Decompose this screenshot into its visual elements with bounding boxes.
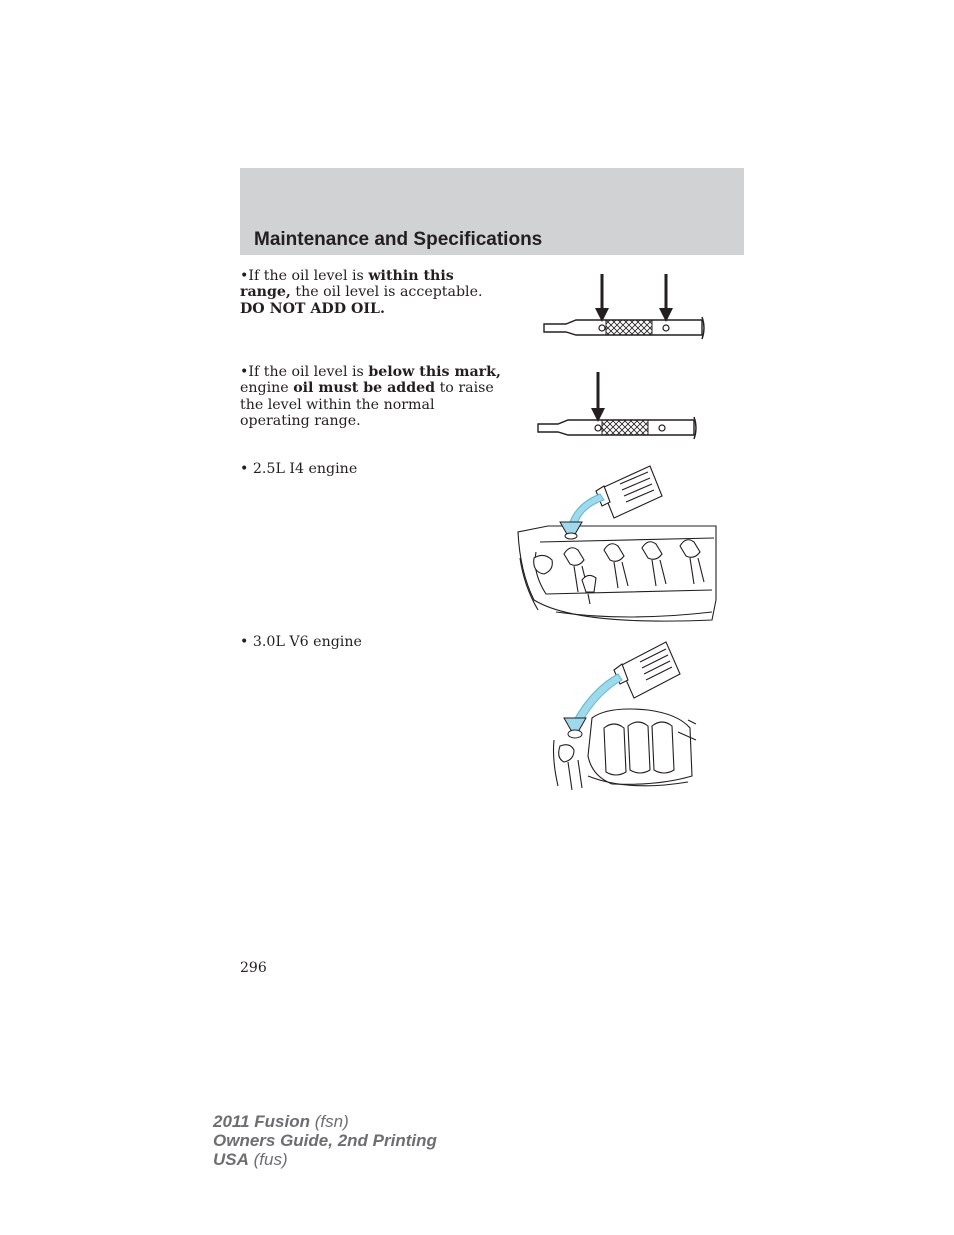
section-header-band [240, 168, 744, 255]
footer-line-2: Owners Guide, 2nd Printing [213, 1131, 437, 1150]
bullet: • [240, 461, 249, 477]
emphasis: within this range, [240, 268, 454, 301]
dipstick-add-oil-figure [532, 370, 708, 440]
text: If the oil level is [248, 268, 369, 284]
page-number: 296 [240, 960, 267, 976]
bullet: • [240, 634, 249, 650]
text: to raise the level within the normal operating range. [240, 380, 494, 430]
emphasis: below this mark, [368, 364, 501, 380]
text: 3.0L V6 engine [252, 634, 362, 650]
emphasis: oil must be added [293, 380, 436, 397]
footer-market: USA [213, 1150, 249, 1169]
bullet: • [240, 268, 249, 284]
text: 2.5L I4 engine [252, 461, 358, 477]
v6-engine-oil-fill-illustration [548, 636, 706, 792]
oil-range-paragraph [240, 268, 502, 317]
document-footer [213, 1112, 437, 1169]
oil-below-mark-paragraph [240, 364, 502, 430]
dipstick-range-figure [536, 268, 712, 346]
section-title: Maintenance and Specifications [254, 229, 543, 250]
v6-engine-label [240, 634, 502, 650]
bullet: • [240, 364, 249, 380]
footer-model: 2011 Fusion [213, 1112, 310, 1131]
i4-engine-oil-fill-illustration [516, 462, 732, 628]
footer-line-3 [213, 1150, 437, 1169]
i4-engine-label [240, 461, 502, 477]
footer-model-code: (fsn) [314, 1112, 349, 1131]
footer-market-code: (fus) [253, 1150, 288, 1169]
warning-text: DO NOT ADD OIL. [240, 300, 385, 317]
text: the oil level is acceptable. [290, 284, 483, 301]
text: If the oil level is [248, 364, 369, 380]
text: engine [240, 380, 294, 397]
footer-line-1 [213, 1112, 437, 1131]
